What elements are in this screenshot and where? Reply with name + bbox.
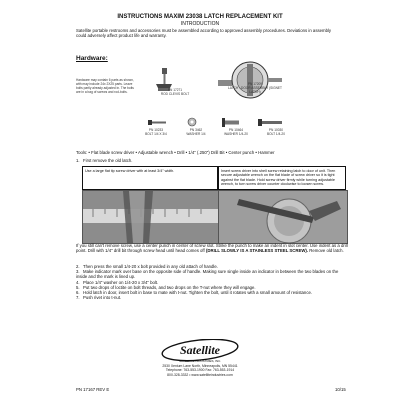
company-web: 800-328-3332 • www.satelliteindustries.com: [167, 372, 233, 377]
list-item: 3. Make indicator mark over base on the opposite side of handle. Making sure single inside an indicator in between the two blades on the inside and the mark is lined up.: [76, 269, 339, 280]
measuring-tape-photo: [83, 191, 219, 243]
hardware-illustration: [140, 58, 390, 138]
drill-instructions: If you still can't remove screw, use a center punch in center of screw slot. Strike the punch to make an indent in slot center. Use indent as a drill point. Drill with 1/4" drill bit through screw head until head comes off (DRILL SLOWLY IS A STAINLESS STEEL SCREW). Remove old latch.: [76, 243, 348, 254]
part-label-5: PN 10030 BOLT 1/4-20: [267, 128, 285, 136]
company-phone: Telephone: 763-553-1900 Fax: 763-553-1914: [165, 368, 235, 373]
part-label-2: PN 10233 BOLT 1/4 X 3/4: [145, 128, 167, 136]
bolt-icon: [148, 120, 166, 125]
list-item: 4. Place 1/4" washer on 1/4-20 x 3/4" bolt.: [76, 279, 159, 285]
hardware-heading: Hardware:: [76, 55, 108, 62]
wrench-photo: [219, 191, 347, 243]
step-1: [76, 158, 346, 163]
list-item: 6. Hold latch in door, insert bolt in base to mate with t-nut. Tighten the bolt, until it rotates with a small amount of resistance.: [76, 290, 313, 296]
drill-warning: (DRILL SLOWLY IS A STAINLESS STEEL SCREW).: [205, 248, 309, 254]
logo-wordmark: Satellite: [180, 343, 220, 357]
company-address-block: [0, 364, 400, 377]
washer-icon: [188, 118, 196, 126]
tnut-icon: [222, 118, 239, 127]
intro-text: Satellite portable restrooms and accessories must be assembled according to approved assembly procedures. Deviations in assembly could adversely affect product life and warranty.: [76, 28, 332, 39]
list-item: 5. Put two drops of loctite on bolt threads, and two drops on the T-nut where they will engage.: [76, 284, 256, 290]
tools-list: Tools: • Flat blade screw driver • Adjustable wrench • Drill • 1/4" (.250") Drill Bit • Center punch • Hammer: [76, 150, 275, 155]
photo-screwdriver-width: [82, 190, 220, 244]
step-number: 1.: [76, 158, 80, 163]
instruction-box-right: Insert screw driver into shell screw retaining latch to door of unit. Then secure adjustable wrench on the flat blade of screw driver so it is tight against the flat blade. Hold screw driver firmly while turning adjustable wrench, to turn screw driver counter clockwise to loosen screw.: [218, 166, 346, 190]
long-bolt-icon: [258, 119, 282, 126]
list-item: 7. Push rivet into t-nut.: [76, 295, 122, 301]
hardware-note: Hardware may contain 6 parts as shown, with may include 24x 2X25 parts. Leave bolts partly already adjusted in. The bolts are in a bag of screws and rod-bolts.: [76, 78, 134, 94]
logo-company: SATELLITE INDUSTRIES, INC.: [178, 359, 222, 363]
company-address: 2530 Xenium Lane North, Minneapolis, MN 55441: [162, 364, 238, 368]
list-item: 2. Then press the small 1/4-20 x bolt provided in any old attach of handle.: [76, 264, 218, 269]
part-label-3: PN 3462 WASHER 1/4: [186, 128, 206, 136]
step-text: First remove the old latch.: [83, 158, 133, 163]
intro-heading: INTRODUCTION: [180, 21, 220, 27]
page-title: INSTRUCTIONS MAXIM 23038 LATCH REPLACEMENT KIT: [117, 14, 283, 20]
part-label-0: PN 17271 ROD CLEVIS BOLT: [160, 88, 190, 96]
revision-date: 10/15: [335, 387, 346, 392]
part-number: PN 17167 REV E: [76, 387, 110, 392]
part-label-1: PN 17209 LATCH - DOOR ASSEMBLY (SIGNET LATCH): [227, 82, 283, 94]
step-list: [76, 264, 346, 300]
instruction-box-left: Use a large flat tip screw driver with at least 3/4" width.: [82, 166, 218, 190]
part-label-4: PN 10464 WASHER 1/4-20: [224, 128, 248, 136]
satellite-logo: [160, 339, 240, 363]
photo-wrench-on-screwdriver: [218, 190, 348, 244]
